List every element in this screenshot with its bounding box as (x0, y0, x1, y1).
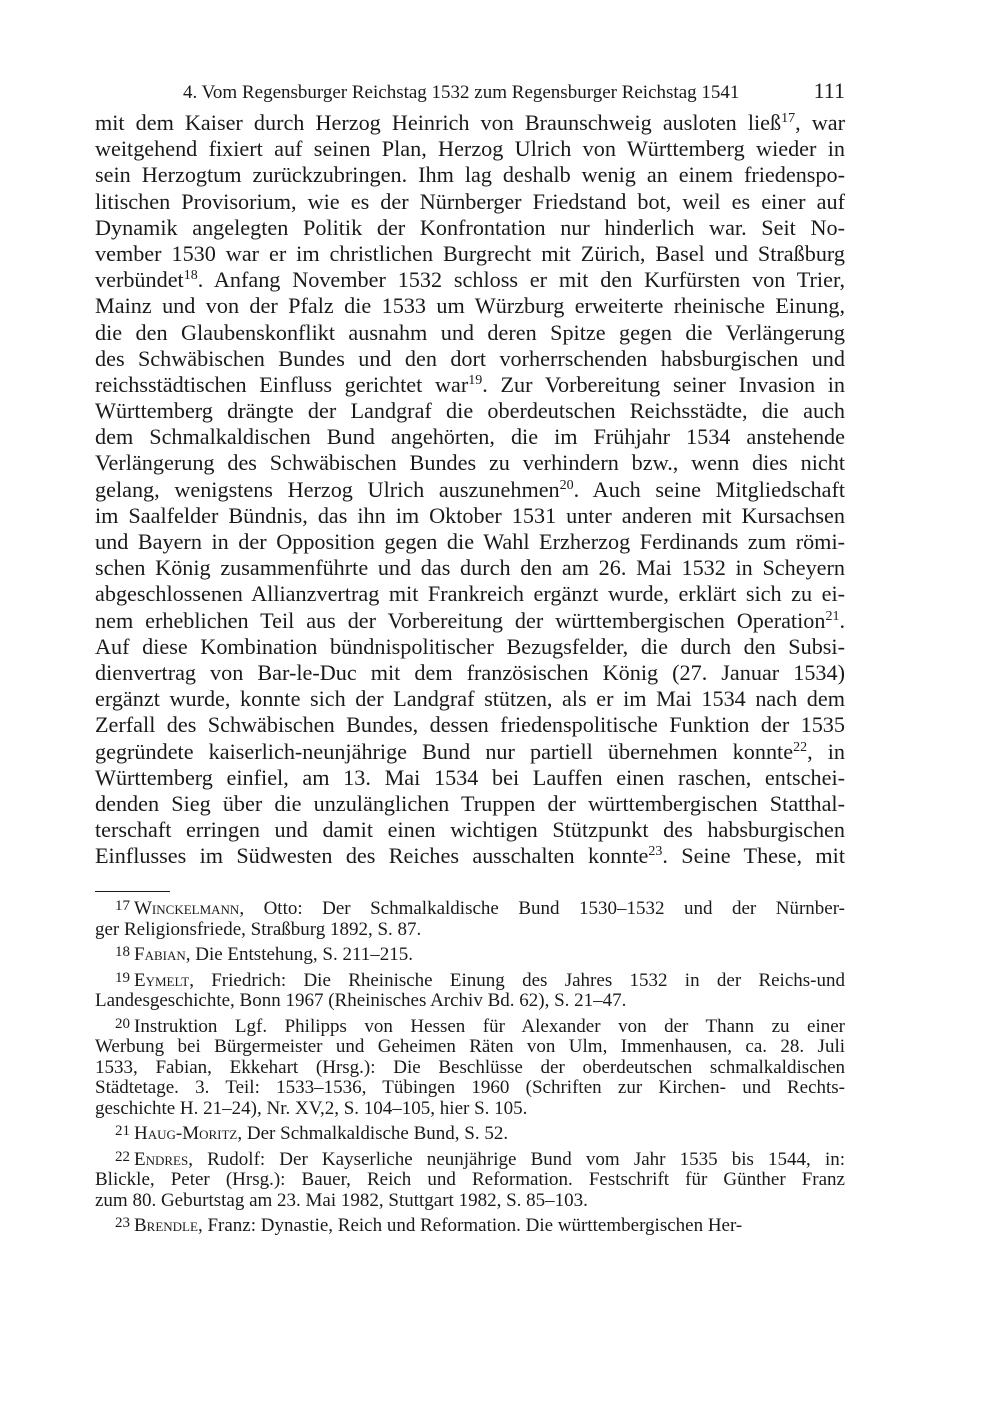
footnote-line (95, 1058, 845, 1079)
footnote-author: Brendle (134, 1215, 198, 1237)
body-line (95, 529, 845, 555)
footnote-reference[interactable]: 19 (468, 372, 483, 388)
body-line (95, 765, 845, 791)
body-line (95, 320, 845, 346)
body-line (95, 450, 845, 476)
body-line-text: . Seine These, mit (662, 843, 845, 869)
body-line (95, 241, 845, 267)
footnote-text: Werbung bei Bürgermeister und Geheimen Räten von Ulm, Immenhausen, ca. 28. Juli (95, 1036, 845, 1058)
footnote-18 (95, 942, 845, 966)
body-line-text: litischen Provisorium, wie es der Nürnberger Friedstand bot, weil es einer auf (95, 188, 845, 214)
footnote-line (95, 1191, 845, 1212)
footnote-20 (95, 1014, 845, 1120)
body-line-text: Württemberg drängte der Landgraf die oberdeutschen Reichsstädte, die auch (95, 398, 845, 424)
footnote-reference[interactable]: 20 (559, 477, 574, 493)
footnote-number: 18 (115, 944, 130, 961)
body-line-text: , war (795, 110, 845, 135)
footnote-line (95, 1037, 845, 1058)
body-line (95, 555, 845, 581)
footnote-text: , Der Schmalkaldische Bund, S. 52. (237, 1123, 509, 1145)
body-line-text: dem Schmalkaldischen Bund angehörten, die im Frühjahr 1534 anstehende (95, 424, 845, 450)
body-line (95, 660, 845, 686)
footnote-line (95, 1213, 845, 1237)
body-line (95, 477, 845, 503)
footnote-19 (95, 968, 845, 1012)
body-line (95, 424, 845, 450)
body-line-text: . Auch seine Mitgliedschaft (573, 476, 845, 502)
body-line-text: mit dem Kaiser durch Herzog Heinrich von Braunschweig ausloten ließ (95, 110, 782, 135)
body-line (95, 110, 845, 136)
footnote-line (95, 1121, 845, 1145)
footnote-line (95, 991, 845, 1012)
page-number: 111 (813, 78, 845, 103)
footnote-reference[interactable]: 21 (825, 608, 840, 624)
body-line-text: Einflusses im Südwesten des Reiches ausschalten konnte (95, 843, 649, 869)
body-line-text: abgeschlossenen Allianzvertrag mit Frankreich ergänzt wurde, erklärt sich zu ei- (95, 581, 845, 607)
footnote-author: Fabian (134, 944, 186, 966)
footnote-number: 23 (115, 1215, 130, 1232)
footnote-number: 17 (115, 898, 130, 915)
body-line-text: verbündet (95, 267, 184, 293)
body-line (95, 791, 845, 817)
footnote-number: 20 (115, 1015, 130, 1032)
body-line-text: Dynamik angelegten Politik der Konfrontation nur hinderlich war. Seit No- (95, 214, 845, 240)
footnote-number: 22 (115, 1148, 130, 1165)
footnote-line (95, 920, 845, 941)
body-line (95, 162, 845, 188)
body-line (95, 398, 845, 424)
body-line-text: Verlängerung des Schwäbischen Bundes zu verhindern bzw., wenn dies nicht (95, 450, 845, 476)
body-line (95, 267, 845, 293)
footnote-line (95, 1014, 845, 1038)
body-line (95, 503, 845, 529)
footnote-text: Instruktion Lgf. Philipps von Hessen für Alexander von der Thann zu einer (134, 1015, 845, 1037)
body-line-text: gegründete kaiserlich-neunjährige Bund nur partiell übernehmen konnte (95, 738, 794, 764)
body-line-text: terschaft erringen und damit einen wichtigen Stützpunkt des habsburgischen (95, 817, 845, 843)
footnote-text: , Franz: Dynastie, Reich und Reformation. Die württembergischen Her- (197, 1215, 743, 1237)
footnote-rule (95, 891, 170, 892)
footnote-number: 21 (115, 1123, 130, 1140)
body-line-text: Auf diese Kombination bündnispolitischer Bezugsfelder, die durch den Subsi- (95, 633, 845, 659)
body-line (95, 608, 845, 634)
footnote-line (95, 1170, 845, 1191)
body-line-text: denden Sieg über die unzulänglichen Truppen der württembergischen Statthal- (95, 790, 845, 816)
body-line (95, 215, 845, 241)
footnote-author: Endres (134, 1148, 189, 1170)
body-line-text: weitgehend fixiert auf seinen Plan, Herzog Ulrich von Württemberg wieder in (95, 136, 845, 162)
body-line-text: Württemberg einfiel, am 13. Mai 1534 bei Lauffen einen raschen, entschei- (95, 764, 845, 790)
body-line (95, 372, 845, 398)
footnote-text: , Rudolf: Der Kayserliche neunjährige Bund vom Jahr 1535 bis 1544, in: (188, 1148, 845, 1170)
body-line-text: nem erheblichen Teil aus der Vorbereitung der württembergischen Operation (95, 607, 826, 633)
footnote-author: Haug-Moritz (134, 1123, 238, 1145)
body-line-text: schen König zusammenführte und das durch den am 26. Mai 1532 in Scheyern (95, 555, 845, 581)
footnote-line (95, 896, 845, 920)
body-line (95, 346, 845, 372)
footnote-text: geschichte H. 21–24), Nr. XV,2, S. 104–105, hier S. 105. (95, 1097, 528, 1119)
body-line-text: des Schwäbischen Bundes und den dort vorherrschenden habsburgischen und (95, 345, 845, 371)
footnote-text: ger Religionsfriede, Straßburg 1892, S. 87. (95, 918, 422, 940)
body-line-text: reichsstädtischen Einfluss gerichtet war (95, 371, 469, 397)
footnote-reference[interactable]: 17 (781, 111, 796, 126)
footnote-21 (95, 1121, 845, 1145)
body-line-text: . Anfang November 1532 schloss er mit den Kurfürsten von Trier, (197, 267, 845, 293)
footnotes (95, 896, 845, 1237)
body-line (95, 136, 845, 162)
body-line (95, 712, 845, 738)
body-line-text: gelang, wenigstens Herzog Ulrich auszunehmen (95, 476, 560, 502)
footnote-reference[interactable]: 22 (793, 739, 808, 755)
footnote-23 (95, 1213, 845, 1237)
running-head (95, 78, 845, 108)
footnote-line (95, 942, 845, 966)
footnote-number: 19 (115, 969, 130, 986)
footnote-line (95, 1147, 845, 1171)
body-line-text: vember 1530 war er im christlichen Burgrecht mit Zürich, Basel und Straßburg (95, 240, 845, 266)
footnote-line (95, 1078, 845, 1099)
body-line (95, 293, 845, 319)
body-line (95, 189, 845, 215)
body-line (95, 739, 845, 765)
book-page (95, 78, 845, 1239)
footnote-line (95, 1099, 845, 1120)
body-line-text: und Bayern in der Opposition gegen die Wahl Erzherzog Ferdinands zum römi- (95, 529, 845, 554)
footnote-reference[interactable]: 18 (183, 268, 198, 284)
body-text (95, 110, 845, 869)
footnote-text: Landesgeschichte, Bonn 1967 (Rheinisches Archiv Bd. 62), S. 21–47. (95, 990, 627, 1012)
body-line-text: . Zur Vorbereitung seiner Invasion in (482, 371, 845, 397)
body-line-text: ergänzt wurde, konnte sich der Landgraf stützen, als er im Mai 1534 nach dem (95, 686, 845, 712)
body-line-text: dienvertrag von Bar-le-Duc mit dem französischen König (27. Januar 1534) (95, 659, 845, 685)
body-line (95, 581, 845, 607)
body-line (95, 634, 845, 660)
body-line-text: Mainz und von der Pfalz die 1533 um Würzburg erweiterte rheinische Einung, (95, 293, 845, 319)
body-line-text: Zerfall des Schwäbischen Bundes, dessen friedenspolitische Funktion der 1535 (95, 712, 845, 738)
footnote-text: 1533, Fabian, Ekkehart (Hrsg.): Die Beschlüsse der oberdeutschen schmalkaldischen (95, 1056, 845, 1078)
body-line (95, 686, 845, 712)
running-title: 4. Vom Regensburger Reichstag 1532 zum Regensburger Reichstag 1541 (183, 82, 740, 103)
body-line (95, 843, 845, 869)
footnote-text: , Otto: Der Schmalkaldische Bund 1530–1532 und der Nürnber- (239, 898, 845, 920)
body-line-text: sein Herzogtum zurückzubringen. Ihm lag deshalb wenig an einem friedenspo- (95, 162, 845, 188)
footnote-22 (95, 1147, 845, 1212)
body-line-text: die den Glaubenskonflikt ausnahm und deren Spitze gegen die Verlängerung (95, 319, 845, 345)
footnote-line (95, 968, 845, 992)
footnote-text: Städtetage. 3. Teil: 1533–1536, Tübingen 1960 (Schriften zur Kirchen- und Rechts- (95, 1077, 845, 1099)
body-line-text: , in (807, 738, 845, 764)
body-line-text: im Saalfelder Bündnis, das ihn im Oktober 1531 unter anderen mit Kursachsen (95, 502, 845, 528)
footnote-text: zum 80. Geburtstag am 23. Mai 1982, Stuttgart 1982, S. 85–103. (95, 1189, 588, 1211)
footnote-text: Blickle, Peter (Hrsg.): Bauer, Reich und Reformation. Festschrift für Günther Franz (95, 1169, 845, 1191)
body-line-text: . (839, 607, 845, 633)
footnote-17 (95, 896, 845, 940)
footnote-author: Winckelmann (134, 898, 240, 920)
footnote-text: , Friedrich: Die Rheinische Einung des Jahres 1532 in der Reichs-und (189, 969, 845, 991)
body-line (95, 817, 845, 843)
footnote-reference[interactable]: 23 (648, 844, 663, 860)
footnote-text: , Die Entstehung, S. 211–215. (185, 944, 414, 966)
footnote-author: Eymelt (134, 969, 190, 991)
